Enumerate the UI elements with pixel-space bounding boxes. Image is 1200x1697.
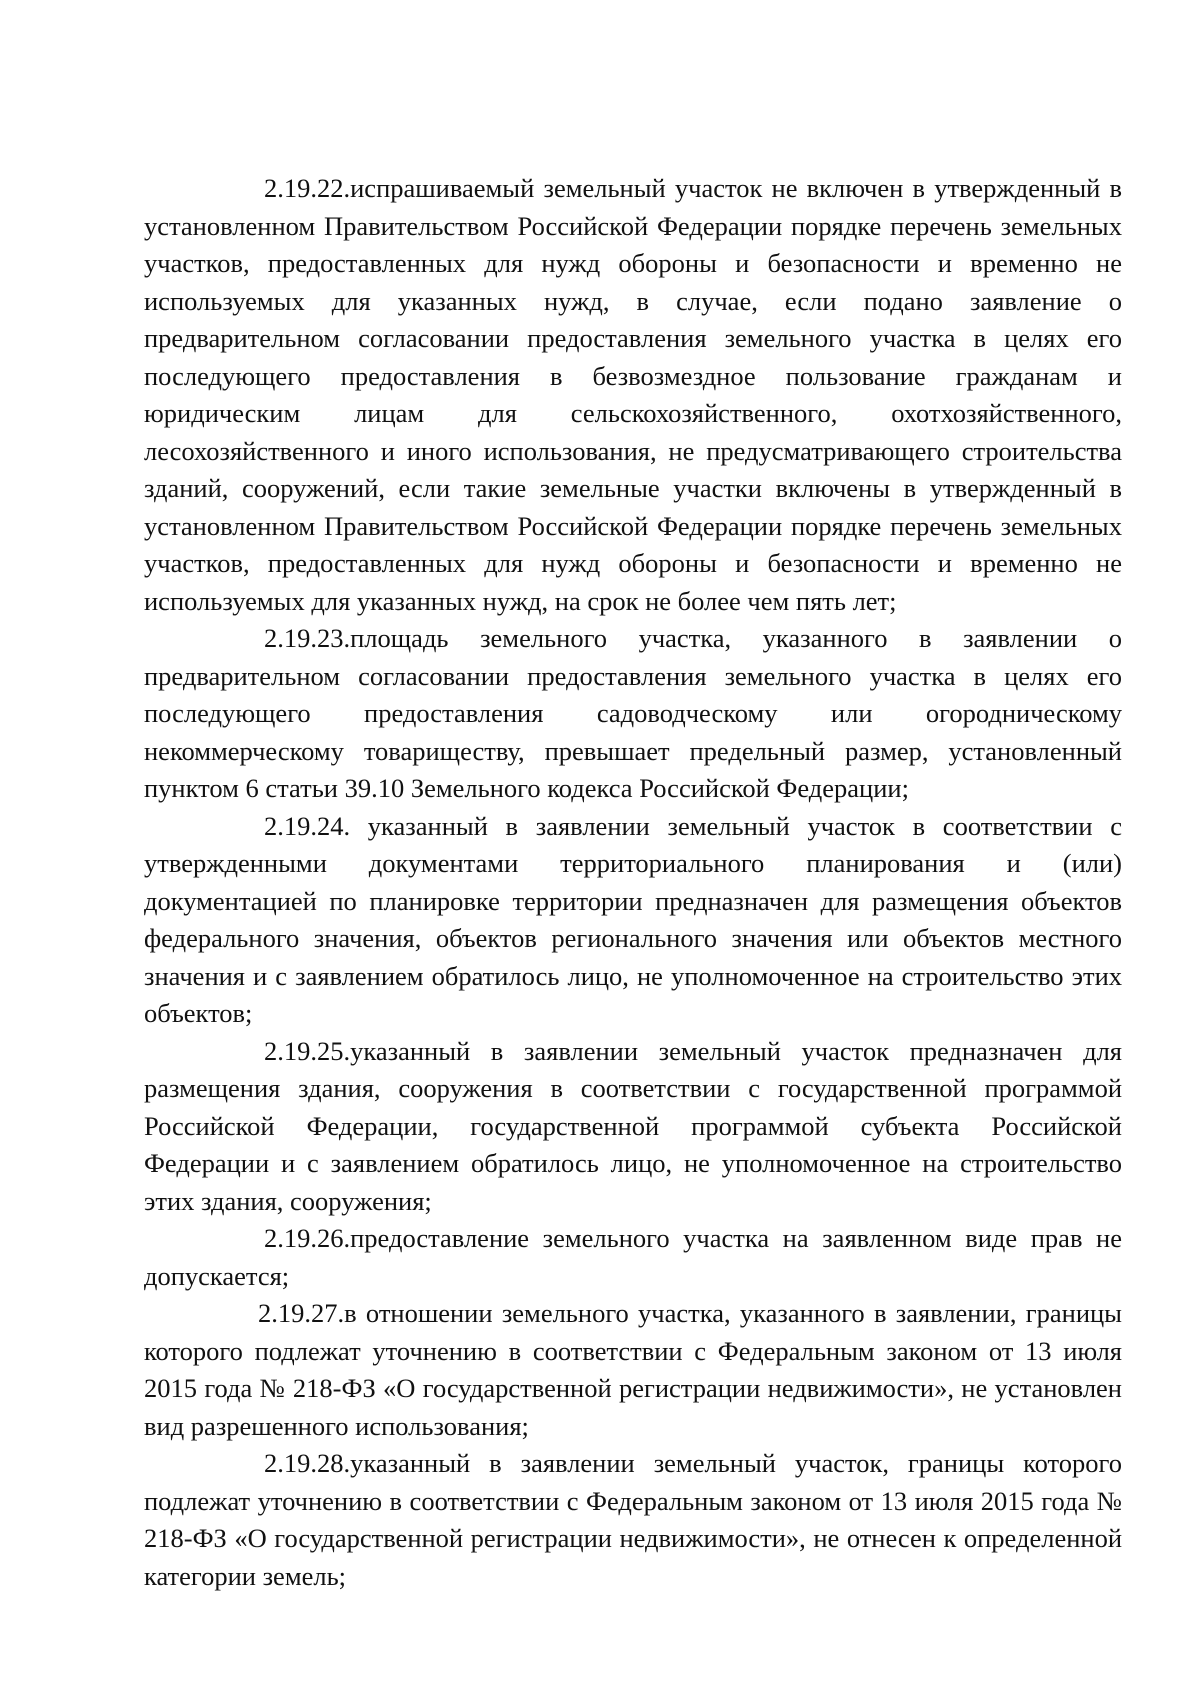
paragraph-2-19-27: 2.19.27.в отношении земельного участка, указанного в заявлении, границы которого подлежат уточнению в соответствии с Федеральным законом от 13 июля 2015 года № 218-ФЗ «О государственной регистрации недвижимости», не установлен вид разрешенного использования; [144,1298,1122,1441]
paragraph-2-19-28: 2.19.28.указанный в заявлении земельный участок, границы которого подлежат уточнению в соответствии с Федеральным законом от 13 июля 2015 года № 218-ФЗ «О государственной регистрации недвижимости», не отнесен к определенной категории земель; [144,1448,1122,1591]
paragraph-2-19-26: 2.19.26.предоставление земельного участка на заявленном виде прав не допускается; [144,1223,1122,1291]
document-page [144,170,1122,1595]
paragraph-2-19-22: 2.19.22.испрашиваемый земельный участок не включен в утвержденный в установленном Правительством Российской Федерации порядке перечень земельных участков, предоставленных для нужд обороны и безопасности и временно не используемых для указанных нужд, в случае, если подано заявление о предварительном согласовании предоставления земельного участка в целях его последующего предоставления в безвозмездное пользование гражданам и юридическим лицам для сельскохозяйственного, охотхозяйственного, лесохозяйственного и иного использования, не предусматривающего строительства зданий, сооружений, если такие земельные участки включены в утвержденный в установленном Правительством Российской Федерации порядке перечень земельных участков, предоставленных для нужд обороны и безопасности и временно не используемых для указанных нужд, на срок не более чем пять лет; [144,173,1122,616]
paragraph-2-19-24: 2.19.24. указанный в заявлении земельный участок в соответствии с утвержденными документами территориального планирования и (или) документацией по планировке территории предназначен для размещения объектов федерального значения, объектов регионального значения или объектов местного значения и с заявлением обратилось лицо, не уполномоченное на строительство этих объектов; [144,810,1122,1028]
paragraph-2-19-25: 2.19.25.указанный в заявлении земельный участок предназначен для размещения здания, сооружения в соответствии с государственной программой Российской Федерации, государственной программой субъекта Российской Федерации и с заявлением обратилось лицо, не уполномоченное на строительство этих здания, сооружения; [144,1035,1122,1216]
paragraph-2-19-23: 2.19.23.площадь земельного участка, указанного в заявлении о предварительном согласовании предоставления земельного участка в целях его последующего предоставления садоводческому или огородническому некоммерческому товариществу, превышает предельный размер, установленный пунктом 6 статьи 39.10 Земельного кодекса Российской Федерации; [144,623,1122,803]
